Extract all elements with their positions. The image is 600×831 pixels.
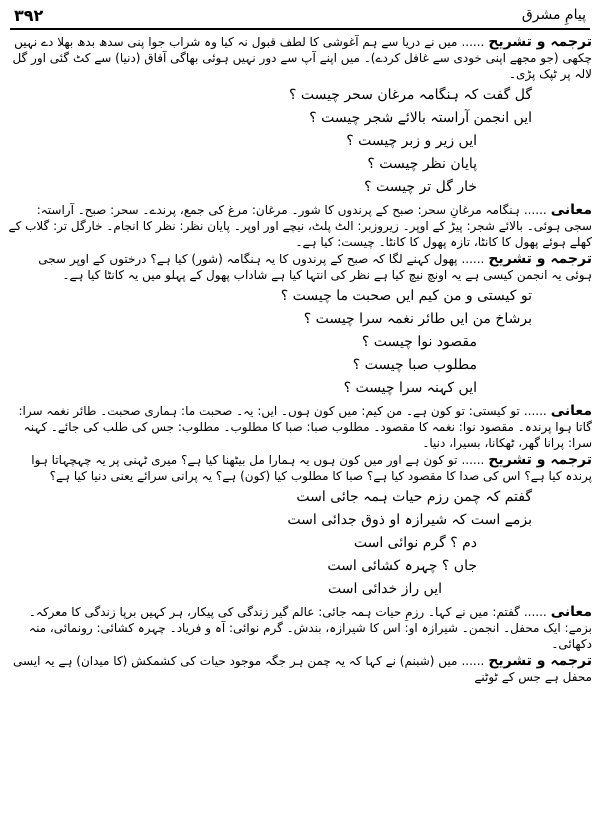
commentary-paragraph <box>8 604 592 652</box>
commentary-paragraph <box>8 34 592 82</box>
verse-line: مطلوب صبا چیست ؟ <box>352 357 477 373</box>
verse-line: پایان نظر چیست ؟ <box>367 156 477 172</box>
verse-line: خار گل تر چیست ؟ <box>364 179 477 195</box>
verse-line: ایں انجمن آراستہ بالائے شجر چیست ؟ <box>309 110 532 126</box>
section-label: معانی <box>550 604 592 620</box>
verse-block <box>8 486 592 601</box>
verse-line: تو کیستی و من کیم ایں صحبت ما چیست ؟ <box>280 288 532 304</box>
commentary-paragraph <box>8 452 592 484</box>
verse-line: جاں ؟ چہرہ کشائی است <box>327 558 477 574</box>
section-label: ترجمہ و تشریح <box>488 653 592 669</box>
commentary-paragraph <box>8 251 592 283</box>
section-label: ترجمہ و تشریح <box>488 251 592 267</box>
paragraph-text: تو کیستی: تو کون ہے۔ من کیم: میں کون ہوں۔ ایں: یہ۔ صحبت ما: ہماری صحبت۔ طائر نغمہ سرا: گاتا ہوا پرندہ۔ مقصود نوا: نغمہ کا مقصود۔ مطلوب صبا: صبا کا مطلوب۔ مطلوب: جس کی طلب کی جائے۔ کہنہ سرا: پرانا گھر، ٹھکانا، بسیرا، دنیا۔ <box>18 404 592 450</box>
label-dots: ...... <box>461 453 485 467</box>
verse-line: برشاخ من ایں طائر نغمہ سرا چیست ؟ <box>303 311 532 327</box>
section-label: معانی <box>550 202 592 218</box>
verse-block <box>8 285 592 400</box>
paragraph-text: ہنگامہ مرغانِ سحر: صبح کے پرندوں کا شور۔ مرغان: مرغ کی جمع، پرندے۔ سحر: صبح۔ آراستہ: سجی ہوئی۔ بالائے شجر: پیڑ کے اوپر۔ زیروزبر: الٹ پلٹ، نیچے اور اوپر۔ پایان نظر: نظر کا انجام۔ خارگل تر: گلاب کے کھلے ہوئے پھول کا کانٹا، تازہ پھول کا کانٹا۔ چیست: کیا ہے۔ <box>8 203 592 249</box>
verse-line: ایں زیر و زبر چیست ؟ <box>346 133 477 149</box>
section-label: ترجمہ و تشریح <box>488 452 592 468</box>
paragraph-text: گفتم: میں نے کہا۔ رزمِ حیات ہمہ جائی: عالم گیر زندگی کی پیکار، ہر کہیں برپا زندگی کا معرکہ۔ بزمے: ایک محفل۔ انجمن۔ شیرازہ او: اس کا شیرازہ، بندش۔ گرم نوائی: آہ و فریاد۔ چہرہ کشائی: رونمائی، منہ دکھائی۔ <box>28 605 592 651</box>
label-dots: ...... <box>461 252 485 266</box>
verse-block <box>8 84 592 199</box>
page-body <box>8 34 592 823</box>
verse-line: گفتم کہ چمن رزم حیات ہمہ جائی است <box>296 489 532 505</box>
paragraph-text: میں نے دریا سے ہم آغوشی کا لطف قبول نہ کیا وہ شراب جوا پنی سدھ بدھ بھلا دے نہیں چکھی (جو مجھے اپنی خودی سے غافل کردے)۔ میں اپنے آپ سے دور نہیں ہوئی بھاگی آفاق (دنیا) سے کٹ گئی اور گل لالہ پر ٹپک پڑی۔ <box>12 35 592 81</box>
page-number: ۳۹۲ <box>14 6 44 25</box>
page-header <box>10 6 590 30</box>
verse-line: دم ؟ گرم نوائی است <box>353 535 477 551</box>
label-dots: ...... <box>523 404 547 418</box>
running-title: پیامِ مشرق <box>521 7 586 23</box>
verse-line: ایں راز خدائی است <box>327 581 442 597</box>
section-label: ترجمہ و تشریح <box>488 34 592 50</box>
commentary-paragraph <box>8 653 592 685</box>
paragraph-text: میں (شبنم) نے کہا کہ یہ چمن ہر جگہ موجود حیات کی کشمکش (کا میدان) ہے یہ ایسی محفل ہے جس کے ٹوٹنے <box>13 654 592 684</box>
verse-line: ایں کہنہ سرا چیست ؟ <box>343 380 477 396</box>
label-dots: ...... <box>461 35 485 49</box>
verse-line: گل گفت کہ ہنگامہ مرغان سحر چیست ؟ <box>288 87 532 103</box>
commentary-paragraph <box>8 202 592 250</box>
paragraph-text: پھول کہنے لگا کہ صبح کے پرندوں کا یہ ہنگامہ (شور) کیا ہے؟ درختوں کے اوپر سجی ہوئی یہ انجمن کیسی ہے یہ اونچ نیچ کیا ہے نظر کی انتہا کیا ہے شاداب پھول کے پہلو میں یہ کانٹا کیا ہے۔ <box>38 252 592 282</box>
paragraph-text: تو کون ہے اور میں کون ہوں یہ ہمارا مل بیٹھنا کیا ہے؟ میری ٹہنی پر یہ چہچہاتا ہوا پرندہ کیا ہے؟ اس کی صدا کا مقصود کیا ہے؟ صبا کا مطلوب کیا (کون) ہے؟ یہ پرانی سرائے یعنی دنیا کیا ہے؟ <box>31 453 592 483</box>
section-label: معانی <box>550 403 592 419</box>
label-dots: ...... <box>523 203 547 217</box>
verse-line: مقصود نوا چیست ؟ <box>361 334 477 350</box>
verse-line: بزمے است کہ شیرازہ او ذوق جدائی است <box>287 512 532 528</box>
label-dots: ...... <box>461 654 485 668</box>
label-dots: ...... <box>523 605 547 619</box>
commentary-paragraph <box>8 403 592 451</box>
